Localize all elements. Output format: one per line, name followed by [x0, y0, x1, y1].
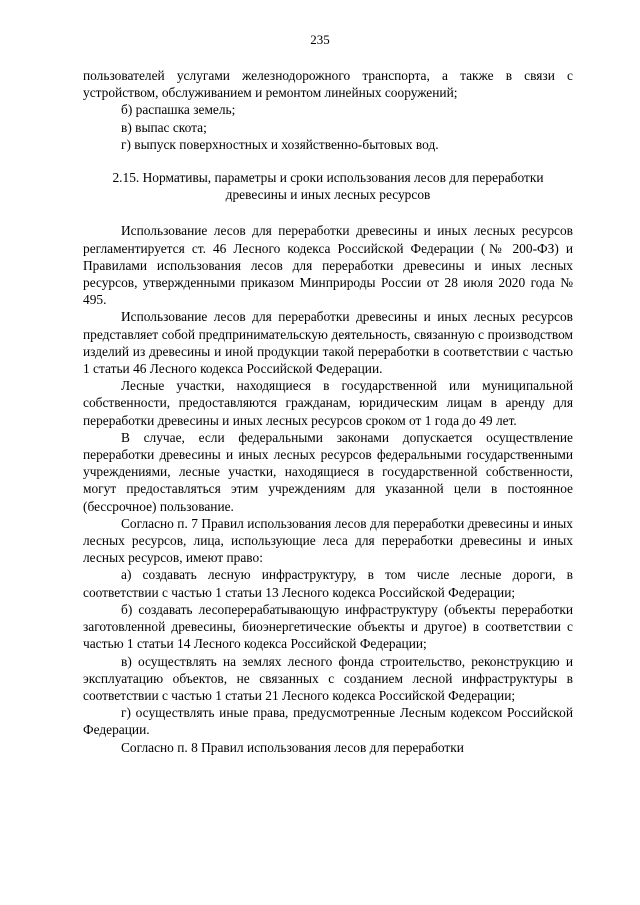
page-number: 235	[310, 32, 330, 47]
paragraph: Лесные участки, находящиеся в государственной или муниципальной собственности, предоставляются гражданам, юридическим лицам в аренду для переработки древесины и иных лесных ресурсов сроком от 1 года до 49 лет.	[83, 378, 573, 428]
list-item-b: б) создавать лесоперерабатывающую инфраструктуру (объекты переработки заготовленной древесины, биоэнергетические объекты и другое) в соответствии с частью 1 статьи 14 Лесного кодекса Российской Федерации;	[83, 601, 573, 652]
list-item-a: а) создавать лесную инфраструктуру, в том числе лесные дороги, в соответствии с частью 1 статьи 13 Лесного кодекса Российской Федерации;	[83, 567, 573, 600]
continued-paragraph: пользователей услугами железнодорожного транспорта, а также в связи с устройством, обслуживанием и ремонтом линейных сооружений;	[83, 68, 573, 101]
list-item-v: в) выпас скота;	[121, 119, 207, 135]
list-item-b: б) распашка земель;	[121, 102, 236, 118]
paragraph: Согласно п. 8 Правил использования лесов для переработки	[121, 739, 464, 755]
paragraph: Согласно п. 7 Правил использования лесов для переработки древесины и иных лесных ресурсов, лица, использующие леса для переработки древесины и иных лесных ресурсов, имеют право:	[83, 515, 573, 566]
list-item-g: г) выпуск поверхностных и хозяйственно-бытовых вод.	[121, 136, 439, 152]
section-title: 2.15. Нормативы, параметры и сроки использования лесов для переработки древесины и иных лесных ресурсов	[112, 170, 544, 203]
page-content	[83, 67, 573, 756]
paragraph: Использование лесов для переработки древесины и иных лесных ресурсов регламентируется ст. 46 Лесного кодекса Российской Федерации (№ 200-ФЗ) и Правилами использования лесов для переработки древесины и иных лесных ресурсов, утвержденными приказом Минприроды России от 28 июля 2020 года № 495.	[83, 223, 573, 308]
paragraph: Использование лесов для переработки древесины и иных лесных ресурсов представляет собой предпринимательскую деятельность, связанную с производством изделий из древесины и иной продукции такой переработки в соответствии с частью 1 статьи 46 Лесного кодекса Российской Федерации.	[83, 309, 573, 377]
paragraph: В случае, если федеральными законами допускается осуществление переработки древесины и иных лесных ресурсов федеральными государственными учреждениями, лесные участки, находящиеся в государственной собственности, могут предоставляться этим учреждениям для указанной цели в постоянное (бессрочное) пользование.	[83, 429, 573, 514]
list-item-v: в) осуществлять на землях лесного фонда строительство, реконструкцию и эксплуатацию объектов, не связанных с созданием лесной инфраструктуры в соответствии с частью 1 статьи 21 Лесного кодекса Российской Федерации;	[83, 653, 573, 703]
list-item-g: г) осуществлять иные права, предусмотренные Лесным кодексом Российской Федерации.	[83, 705, 573, 738]
